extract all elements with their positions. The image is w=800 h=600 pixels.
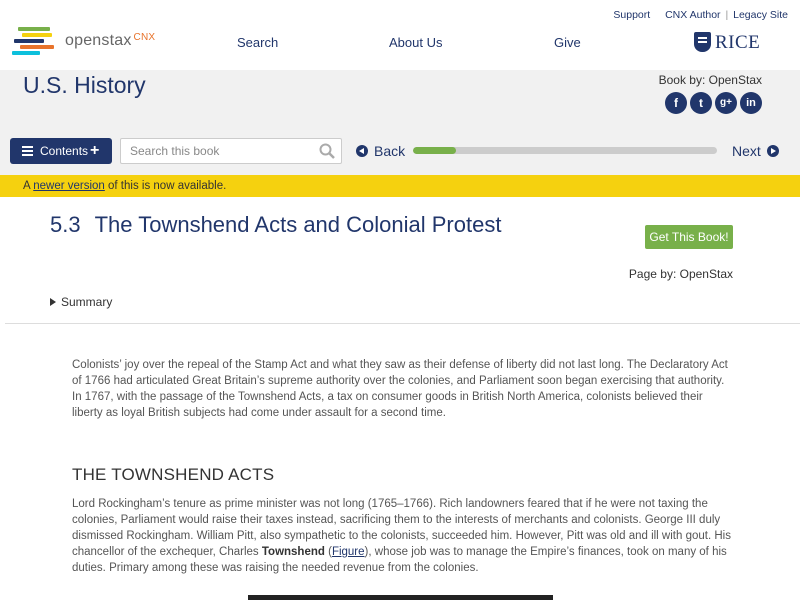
summary-toggle[interactable]: Summary <box>50 295 112 309</box>
support-link[interactable]: Support <box>613 9 651 21</box>
nav-give[interactable]: Give <box>554 35 581 50</box>
facebook-icon[interactable]: f <box>665 92 687 114</box>
back-arrow-icon <box>356 145 368 157</box>
back-button[interactable]: Back <box>356 143 405 159</box>
figure-image <box>248 595 553 600</box>
book-search <box>120 138 342 164</box>
book-title-bar <box>0 70 800 135</box>
twitter-icon[interactable]: t <box>690 92 712 114</box>
plus-icon: + <box>90 142 100 159</box>
logo-text: openstax $^{CNX}$ <box>65 32 156 49</box>
key-term: Townshend <box>261 546 325 558</box>
legacy-site-link[interactable]: Legacy Site <box>733 9 788 21</box>
figure-link[interactable]: Figure <box>331 546 365 558</box>
book-toolbar <box>0 135 800 175</box>
site-header: openstax $^{CNX}$ Support CNX Author | Legacy Site Search About Us Give RICE <box>0 0 800 70</box>
contents-button[interactable]: Contents + <box>10 138 112 164</box>
nav-about-us[interactable]: About Us <box>389 35 443 50</box>
openstax-logo[interactable] <box>12 26 177 56</box>
logo-books-icon <box>12 26 58 54</box>
book-progress-bar <box>413 147 717 154</box>
section-heading: THE TOWNSHEND ACTS <box>72 465 275 484</box>
newer-version-notice: A newer version of this is now available. <box>0 175 800 197</box>
next-arrow-icon <box>767 145 779 157</box>
page-title <box>50 212 501 238</box>
get-this-book-button[interactable]: Get This Book! <box>645 225 733 249</box>
rice-shield-icon <box>694 32 711 52</box>
linkedin-icon[interactable]: in <box>740 92 762 114</box>
google-plus-icon[interactable]: g+ <box>715 92 737 114</box>
section-number: 5.3 <box>50 212 81 237</box>
search-icon[interactable] <box>319 143 335 159</box>
page-by: Page by: OpenStax <box>628 267 733 281</box>
cnx-author-link[interactable]: CNX Author <box>665 9 721 21</box>
book-by: Book by: OpenStax <box>658 73 762 87</box>
body-paragraph: Lord Rockingham’s tenure as prime minister was not long (1765–1766). Rich landowners feared that if he were not taxing the colonies, Parliament would raise their taxes instead, sacrificing them to the interests of merchants and colonists. George III duly dismissed Rockingham. William Pitt, also sympathetic to the colonists, succeeded him. However, Pitt was old and ill with gout. His chancellor of the exchequer, Charles Townshend (Figure), whose job was to manage the Empire’s finances, took on many of his duties. Primary among these was raising the needed revenue from the colonies. <box>72 498 731 574</box>
divider <box>5 323 800 324</box>
section-title: The Townshend Acts and Colonial Protest <box>94 212 502 237</box>
utility-links: Support CNX Author | Legacy Site <box>613 9 788 21</box>
book-title[interactable]: U.S. History <box>23 72 146 98</box>
intro-paragraph: Colonists’ joy over the repeal of the Stamp Act and what they saw as their defense of liberty did not last long. The Declaratory Act of 1766 had articulated Great Britain’s supreme authority over the colonies, and Parliament soon began exercising that authority. In 1767, with the passage of the Townshend Acts, a tax on consumer goods in British North America, colonists believed their liberty as loyal British subjects had come under assault for a second time. <box>72 359 728 419</box>
progress-fill <box>413 147 456 154</box>
search-input[interactable] <box>121 139 311 163</box>
next-button[interactable]: Next <box>732 143 779 159</box>
newer-version-link[interactable]: newer version <box>33 180 105 192</box>
disclosure-triangle-icon <box>50 298 56 306</box>
nav-search[interactable]: Search <box>237 35 279 50</box>
list-icon <box>22 146 33 155</box>
